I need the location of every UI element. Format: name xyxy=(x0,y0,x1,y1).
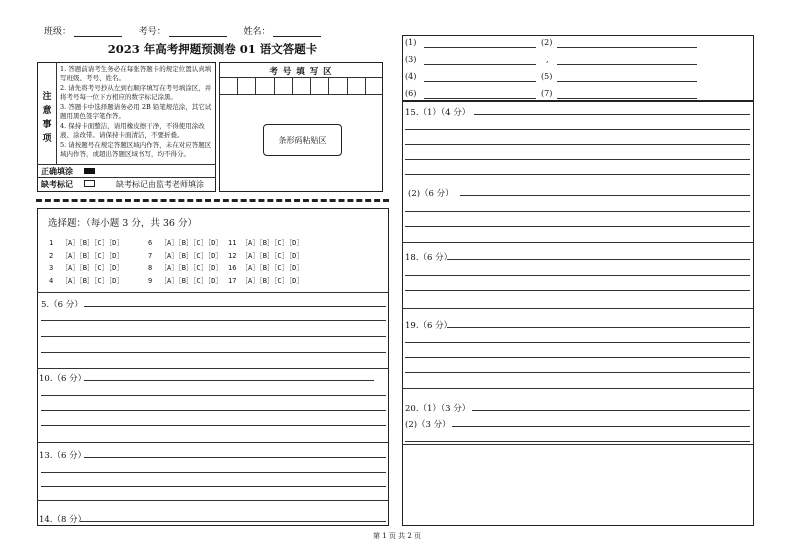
mc-question-number: 1 xyxy=(49,239,54,247)
page-number: 第 1 页 共 2 页 xyxy=(372,532,422,540)
mc-question-number: 6 xyxy=(148,239,153,247)
notice-item: 5. 请按题号在规定答题区域内作答，未在对应答题区域内作答，或超出答题区域书写，均不得分。 xyxy=(60,141,212,158)
exam-number-title: 考 号 填 写 区 xyxy=(269,67,333,77)
absent-label: 缺考标记 xyxy=(41,179,73,189)
mc-options[interactable]: ［A］［B］［C］［D］ xyxy=(61,251,124,260)
mc-question-number: 17 xyxy=(228,276,237,285)
cut-line xyxy=(36,199,389,202)
q10-label: 10.（6 分） xyxy=(39,374,87,384)
mc-options[interactable]: ［A］［B］［C］［D］ xyxy=(61,276,124,285)
mc-question-row xyxy=(49,238,123,248)
exam-digit-divider xyxy=(347,77,348,94)
blank-line[interactable] xyxy=(557,47,697,48)
mc-question-row xyxy=(148,251,222,261)
exam-digit-divider xyxy=(365,77,366,94)
notice-items xyxy=(60,65,213,159)
notice-item: 2. 请先将考号抄从左到右顺序填写在考号填涂区，并将考号每一位下方相应的数字标记涂黑。 xyxy=(60,84,212,101)
mc-question-row xyxy=(49,251,123,261)
mc-options[interactable]: ［A］［B］［C］［D］ xyxy=(160,276,223,285)
q5-label: 5.（6 分） xyxy=(41,300,83,310)
q18-label: 18.（6 分） xyxy=(405,253,453,263)
mc-question-row xyxy=(228,276,303,286)
name-label: 姓名： xyxy=(243,27,271,37)
mc-question-row xyxy=(228,263,303,273)
mc-question-number: 8 xyxy=(148,264,153,272)
blank-label: (5) xyxy=(541,72,553,81)
blank-line[interactable] xyxy=(424,47,536,48)
class-label: 班级： xyxy=(44,27,72,37)
exam-digit-divider xyxy=(274,77,275,94)
exam-digit-divider xyxy=(310,77,311,94)
mc-options[interactable]: ［A］［B］［C］［D］ xyxy=(241,276,304,285)
mc-question-row xyxy=(228,251,303,261)
blank-line[interactable] xyxy=(557,98,697,99)
blank-line[interactable] xyxy=(557,64,697,65)
mc-question-number: 4 xyxy=(49,276,54,285)
blank-line[interactable] xyxy=(424,98,536,99)
q13-label: 13.（6 分） xyxy=(39,451,87,461)
right-answer-box xyxy=(402,101,754,526)
mc-question-row xyxy=(49,276,123,286)
right-top-box xyxy=(402,35,754,101)
blank-label: (2) xyxy=(541,38,553,47)
q14-label: 14.（8 分） xyxy=(39,515,87,525)
mc-question-row xyxy=(148,276,222,286)
mc-question-number: 16 xyxy=(228,264,237,272)
blank-label: (4) xyxy=(405,72,417,81)
mc-title: 选择题：（每小题 3 分，共 36 分） xyxy=(48,218,197,229)
mc-options[interactable]: ［A］［B］［C］［D］ xyxy=(160,239,223,247)
mc-question-row xyxy=(148,238,222,248)
mc-question-number: 3 xyxy=(49,264,54,272)
exam-no-label: 考号： xyxy=(138,27,166,37)
exam-no-field[interactable] xyxy=(169,26,227,37)
mc-question-row xyxy=(49,263,123,273)
mc-question-number: 9 xyxy=(148,276,153,285)
blank-label: (7) xyxy=(541,89,553,98)
header-fields xyxy=(44,24,321,37)
exam-digit-divider xyxy=(237,77,238,94)
exam-digit-divider xyxy=(292,77,293,94)
mc-question-number: 12 xyxy=(228,251,237,260)
notice-item: 3. 答题卡中选择题请务必用 2B 铅笔规范涂，其它试题用黑色签字笔作答。 xyxy=(60,103,212,120)
mc-options[interactable]: ［A］［B］［C］［D］ xyxy=(61,239,124,247)
mc-options[interactable]: ［A］［B］［C］［D］ xyxy=(241,251,304,260)
mc-options[interactable]: ［A］［B］［C］［D］ xyxy=(160,251,223,260)
q15-1-label: 15.（1）（4 分） xyxy=(405,108,471,118)
blank-line[interactable] xyxy=(424,64,536,65)
mc-question-number: 7 xyxy=(148,251,153,260)
absent-checkbox[interactable] xyxy=(84,180,95,187)
correct-fill-label: 正确填涂 xyxy=(41,166,73,176)
blank-label: , xyxy=(546,55,549,64)
blank-line[interactable] xyxy=(557,81,697,82)
absent-note: 缺考标记由监考老师填涂 xyxy=(116,180,204,189)
notice-item: 4. 保持卡面整洁，请用橡皮擦干净，不得使用涂改液、涂改带。请保持卡面清洁，不要折叠。 xyxy=(60,122,205,139)
notice-side-label: 注 意 事 项 xyxy=(42,92,52,144)
mc-options[interactable]: ［A］［B］［C］［D］ xyxy=(241,264,304,272)
blank-label: (6) xyxy=(405,89,417,98)
q15-2-label: (2)（6 分） xyxy=(408,189,454,199)
page-title: 2023 年高考押题预测卷 01 语文答题卡 xyxy=(107,42,318,56)
mc-question-number: 11 xyxy=(228,239,237,247)
mc-options[interactable]: ［A］［B］［C］［D］ xyxy=(241,239,304,247)
blank-line[interactable] xyxy=(424,81,536,82)
exam-digit-divider xyxy=(328,77,329,94)
correct-fill-sample xyxy=(84,168,95,174)
mc-question-row xyxy=(148,263,222,273)
q20-2-label: (2)（3 分） xyxy=(405,420,451,430)
name-field[interactable] xyxy=(273,26,321,37)
mc-question-row xyxy=(228,238,303,248)
blank-label: (3) xyxy=(405,55,417,64)
exam-digit-divider xyxy=(255,77,256,94)
mc-question-number: 2 xyxy=(49,251,54,260)
notice-item: 1. 答题前请考生务必在每张答题卡的规定位置认真填写班级、考号、姓名。 xyxy=(60,65,212,82)
class-field[interactable] xyxy=(74,26,122,37)
blank-label: (1) xyxy=(405,38,417,47)
mc-options[interactable]: ［A］［B］［C］［D］ xyxy=(61,264,124,272)
barcode-label: 条形码粘贴区 xyxy=(278,136,327,145)
q20-1-label: 20.（1）（3 分） xyxy=(405,404,471,414)
q19-label: 19.（6 分） xyxy=(405,321,453,331)
mc-options[interactable]: ［A］［B］［C］［D］ xyxy=(160,264,223,272)
